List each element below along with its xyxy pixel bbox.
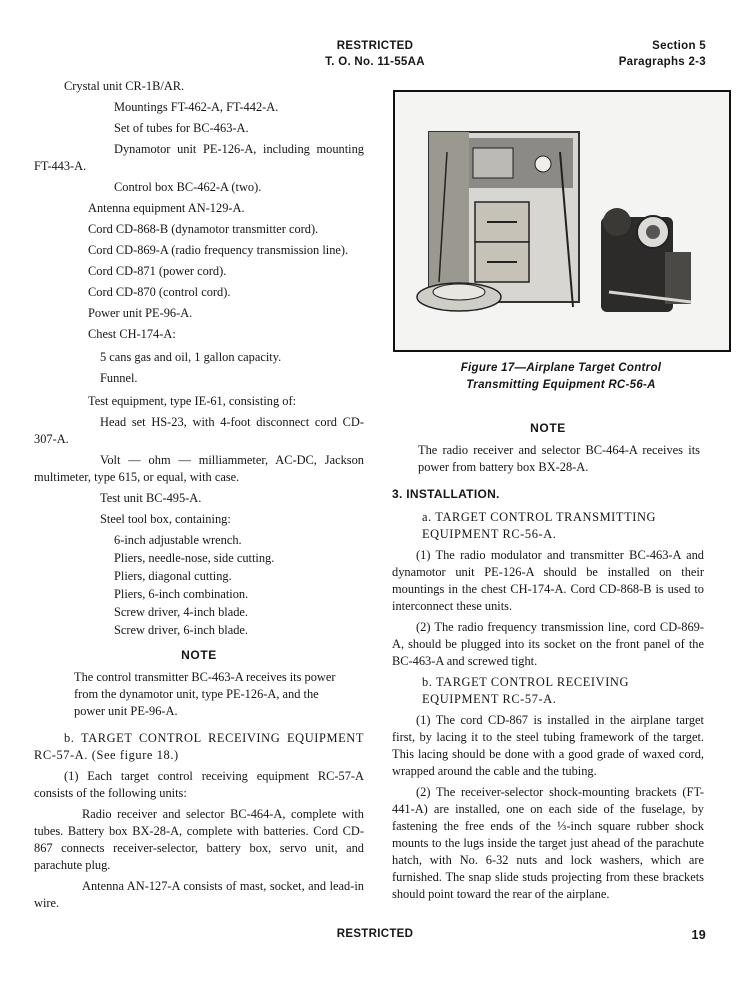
paragraph: (1) The cord CD-867 is installed in the airplane target first, by lacing it to the steel tubing framework of the target. This lacing should be done with a good grade of waxed cord, wrapped around the cable and the tubing. — [392, 713, 704, 778]
figure-reference: (See figure 18.) — [88, 748, 179, 762]
list-item: Volt — ohm — milliammeter, AC-DC, Jackson multimeter, type 615, or equal, with case. — [34, 453, 364, 484]
paragraphs-label: Paragraphs 2-3 — [618, 56, 706, 68]
list-item: Head set HS-23, with 4-foot disconnect cord CD-307-A. — [34, 415, 364, 446]
note-heading: NOTE — [181, 648, 217, 662]
list-item: Mountings FT-462-A, FT-442-A. — [114, 100, 279, 114]
list-item: Crystal unit CR-1B/AR. — [64, 79, 185, 93]
list-item: 5 cans gas and oil, 1 gallon capacity. — [100, 350, 282, 364]
list-item: Set of tubes for BC-463-A. — [114, 121, 249, 135]
list-item: 6-inch adjustable wrench. — [114, 533, 242, 547]
list-item: Cord CD-870 (control cord). — [88, 285, 231, 299]
list-item: Control box BC-462-A (two). — [114, 180, 262, 194]
subsection-heading: a. TARGET CONTROL TRANSMITTING EQUIPMENT RC-56-A. — [422, 510, 657, 541]
page-number: 19 — [691, 928, 706, 942]
subsection-heading — [34, 730, 364, 764]
list-item: Chest CH-174-A: — [88, 327, 176, 341]
list-item: Pliers, needle-nose, side cutting. — [114, 551, 275, 565]
figure-photo — [393, 90, 731, 352]
list-item: Test unit BC-495-A. — [100, 491, 202, 505]
list-item: Cord CD-868-B (dynamotor transmitter cord). — [88, 222, 319, 236]
list-item: Test equipment, type IE-61, consisting of: — [88, 394, 297, 408]
photo-illustration — [395, 92, 729, 350]
list-item: Power unit PE-96-A. — [88, 306, 193, 320]
list-item: Screw driver, 6-inch blade. — [114, 623, 249, 637]
order-number: T. O. No. 11-55AA — [325, 56, 425, 68]
paragraph: (1) The radio modulator and transmitter BC-463-A and dynamotor unit PE-126-A should be installed on their mountings in the chest CH-174-A. Cord CD-868-B is used to interconnect these units. — [392, 548, 704, 613]
figure-caption — [393, 360, 729, 394]
footer-marking: RESTRICTED — [336, 928, 414, 940]
list-item: Dynamotor unit PE-126-A, including mounting FT-443-A. — [34, 142, 364, 173]
list-item: Steel tool box, containing: — [100, 512, 231, 526]
paragraph: (2) The receiver-selector shock-mounting brackets (FT-441-A) are installed, one on each side of the fuselage, by fastening the free ends of the ⅓-inch square rubber shock mounts to the lugs inside the target just ahead of the parachute hatch, with No. 6-32 nuts and lock washers, which are furnished. The snap slide studs projecting from these brackets should point toward the rear of the airplane. — [392, 785, 704, 901]
list-item: Pliers, 6-inch combination. — [114, 587, 249, 601]
paragraph: Antenna AN-127-A consists of mast, socket, and lead-in wire. — [34, 879, 364, 910]
right-column — [392, 420, 704, 907]
note-text: The control transmitter BC-463-A receives its power from the dynamotor unit, type PE-126-A, and the power unit PE-96-A. — [74, 670, 336, 718]
note-text: The radio receiver and selector BC-464-A receives its power from battery box BX-28-A. — [418, 443, 700, 474]
list-item: Screw driver, 4-inch blade. — [114, 605, 249, 619]
caption-line-1: Figure 17—Airplane Target Control — [460, 362, 662, 374]
paragraph: (2) The radio frequency transmission line, cord CD-869-A, should be plugged into its socket on the front panel of the BC-463-A and screwed tight. — [392, 620, 704, 668]
left-column — [34, 78, 364, 916]
list-item: Cord CD-869-A (radio frequency transmission line). — [88, 243, 349, 257]
paragraph: Radio receiver and selector BC-464-A, complete with tubes. Battery box BX-28-A, complete with batteries. Cord CD-867 connects receiver-selector, battery box, servo unit, and parachute plug. — [34, 807, 364, 872]
note-heading: NOTE — [530, 421, 566, 435]
subsection-title: b. TARGET CONTROL RECEIVING EQUIPMENT RC-57-A. — [34, 731, 364, 762]
list-item: Pliers, diagonal cutting. — [114, 569, 232, 583]
list-item: Funnel. — [100, 371, 138, 385]
section-label: Section 5 — [652, 40, 706, 52]
subsection-heading: b. TARGET CONTROL RECEIVING EQUIPMENT RC-57-A. — [422, 675, 630, 706]
section-heading: 3. INSTALLATION. — [392, 487, 500, 501]
header-marking: RESTRICTED — [336, 40, 414, 52]
list-item: Cord CD-871 (power cord). — [88, 264, 227, 278]
paragraph: (1) Each target control receiving equipment RC-57-A consists of the following units: — [34, 769, 364, 800]
caption-line-2: Transmitting Equipment RC-56-A — [466, 379, 656, 391]
list-item: Antenna equipment AN-129-A. — [88, 201, 245, 215]
